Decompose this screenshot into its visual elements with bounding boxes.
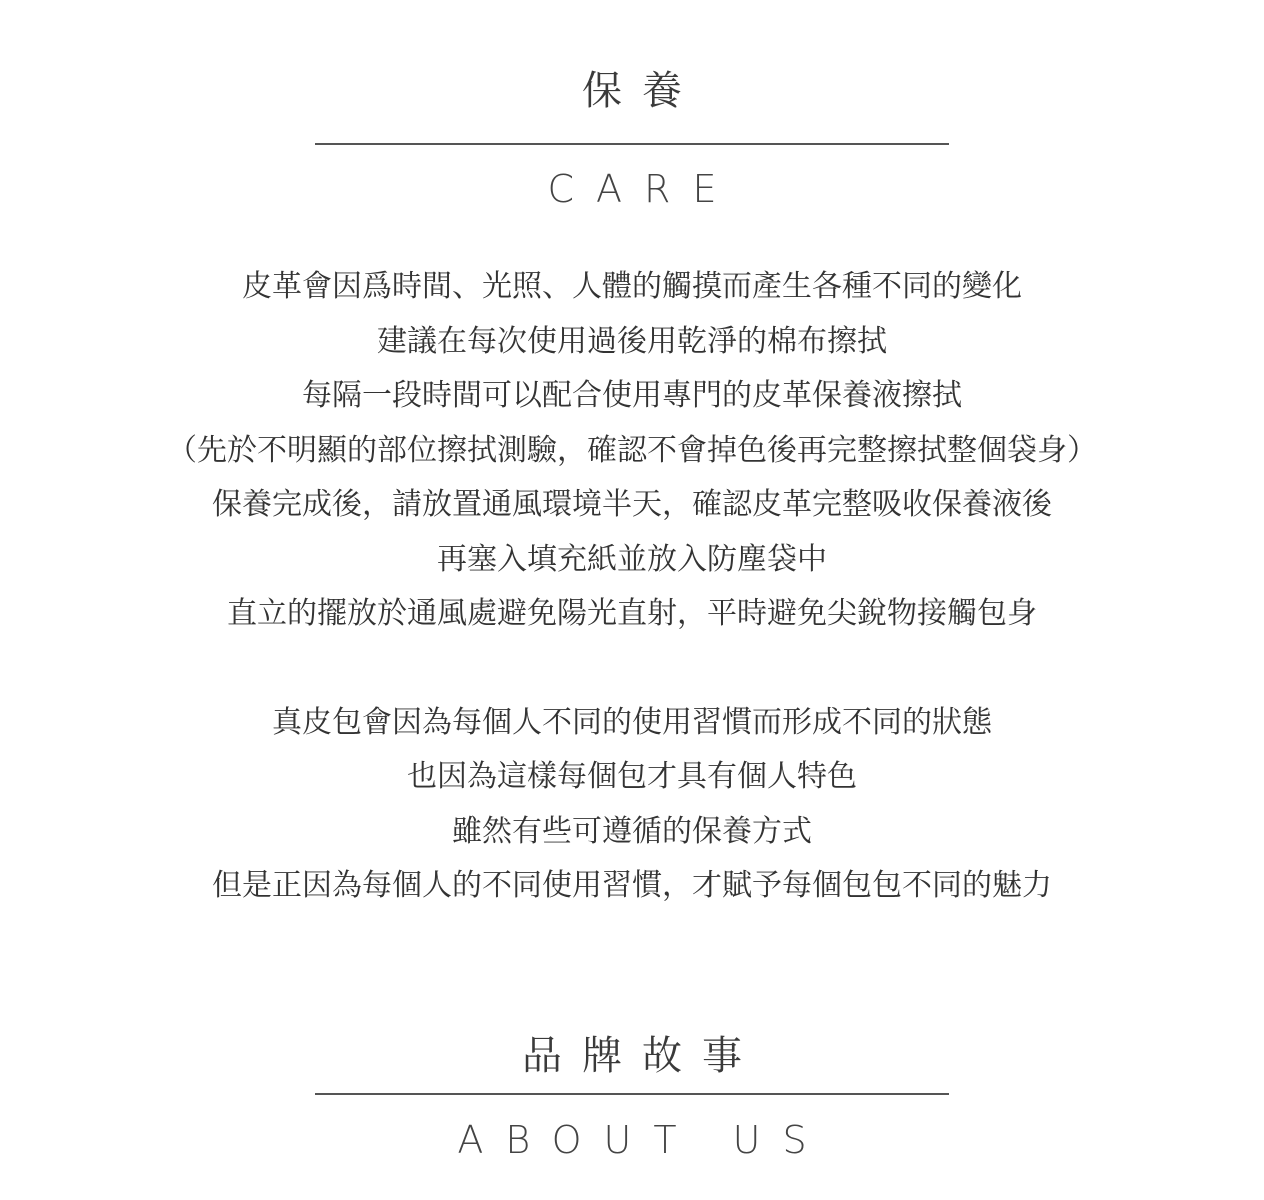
care-line: 直立的擺放於通風處避免陽光直射，平時避免尖銳物接觸包身 (227, 596, 1037, 631)
about-divider (315, 1093, 949, 1095)
care-title-cn: 保養 (582, 68, 702, 114)
about-title-en: ABOUT US (457, 1118, 829, 1162)
care-line: 也因為這樣每個包才具有個人特色 (407, 759, 857, 794)
about-title-cn: 品牌故事 (522, 1033, 762, 1079)
care-line: 皮革會因爲時間、光照、人體的觸摸而產生各種不同的變化 (242, 269, 1022, 304)
care-line: 保養完成後，請放置通風環境半天，確認皮革完整吸收保養液後 (212, 487, 1052, 522)
care-line: （先於不明顯的部位擦拭測驗，確認不會掉色後再完整擦拭整個袋身） (167, 432, 1097, 468)
care-line: 再塞入填充紙並放入防塵袋中 (437, 541, 827, 577)
care-line: 真皮包會因為每個人不同的使用習慣而形成不同的狀態 (272, 704, 992, 740)
care-line: 建議在每次使用過後用乾淨的棉布擦拭 (377, 323, 887, 359)
care-line: 雖然有些可遵循的保養方式 (452, 813, 812, 849)
care-divider (315, 143, 949, 145)
care-line: 每隔一段時間可以配合使用專門的皮革保養液擦拭 (302, 378, 962, 413)
care-title-en: CARE (547, 167, 739, 211)
care-body (0, 260, 1264, 914)
care-line: 但是正因為每個人的不同使用習慣，才賦予每個包包不同的魅力 (212, 868, 1052, 903)
paragraph-spacer (0, 642, 1264, 696)
